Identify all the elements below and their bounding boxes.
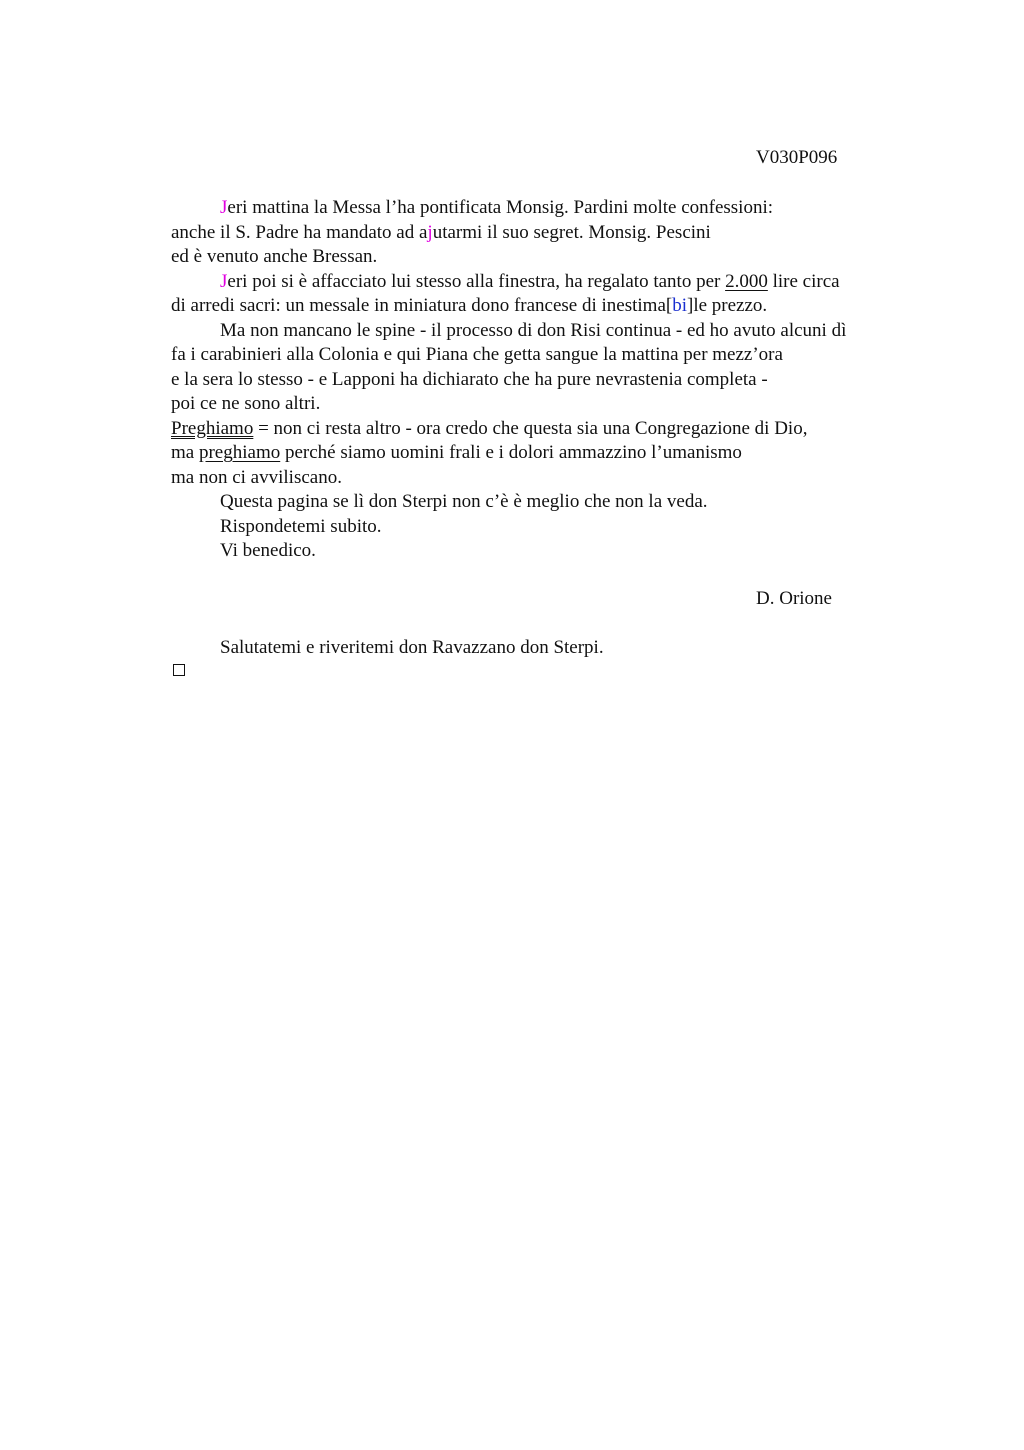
text-line [171, 490, 931, 515]
text-span: = non ci resta altro - ora credo che questa sia una Congregazione di Dio, [253, 417, 808, 439]
text-span: di arredi sacri: un messale in miniatura dono francese di inestima[ [171, 295, 673, 316]
text-line [171, 417, 931, 442]
editorial-mark: j [427, 221, 433, 243]
double-underlined-word: Preghiamo [171, 417, 254, 439]
text-line [171, 196, 931, 221]
signature: D. Orione [756, 588, 832, 609]
text-span: poi ce ne sono altri. [171, 393, 321, 414]
text-span: eri mattina la Messa l’ha pontificata Monsig. Pardini molte confessioni: [227, 197, 774, 218]
text-span: ma non ci avviliscano. [171, 466, 342, 488]
text-line [171, 539, 931, 564]
text-span: e la sera lo stesso - e Lapponi ha dichiarato che ha pure nevrastenia completa - [171, 368, 768, 390]
editorial-mark: J [220, 270, 228, 292]
text-span: Vi benedico. [220, 540, 316, 561]
text-line [171, 245, 931, 270]
text-line [171, 441, 931, 466]
text-span: ]le prezzo. [687, 295, 768, 316]
text-span: fa i carabinieri alla Colonia e qui Piana che getta sangue la mattina per mezz’ora [171, 344, 783, 365]
text-span: ed è venuto anche Bressan. [171, 246, 378, 267]
letter-body [171, 196, 931, 564]
underlined-word: preghiamo [198, 442, 281, 463]
text-line [171, 466, 931, 491]
text-span: eri poi si è affacciato lui stesso alla finestra, ha regalato tanto per [227, 270, 726, 292]
text-span: Rispondetemi subito. [220, 515, 382, 537]
text-line [171, 221, 931, 246]
text-span: Ma non mancano le spine - il processo di don Risi continua - ed ho avuto alcuni dì [220, 319, 847, 341]
page-code: V030P096 [756, 147, 838, 168]
text-span: lire circa [767, 270, 840, 292]
text-line [171, 392, 931, 417]
editorial-insertion: bi [672, 295, 687, 316]
text-span: ma [171, 442, 199, 463]
editorial-mark: J [220, 197, 228, 218]
text-span: anche il S. Padre ha mandato ad a [171, 221, 428, 243]
text-line [171, 294, 931, 319]
text-line [171, 270, 931, 295]
text-span: Questa pagina se lì don Sterpi non c’è è meglio che non la veda. [220, 491, 708, 512]
postscript: Salutatemi e riveritemi don Ravazzano don Sterpi. [220, 637, 604, 658]
text-line [171, 319, 931, 344]
text-line [171, 515, 931, 540]
text-span: perché siamo uomini frali e i dolori ammazzino l’umanismo [280, 442, 742, 463]
text-line [171, 343, 931, 368]
text-span: utarmi il suo segret. Monsig. Pescini [432, 221, 711, 243]
text-line [171, 368, 931, 393]
underlined-amount: 2.000 [725, 270, 768, 292]
end-of-letter-square-icon [173, 664, 185, 676]
